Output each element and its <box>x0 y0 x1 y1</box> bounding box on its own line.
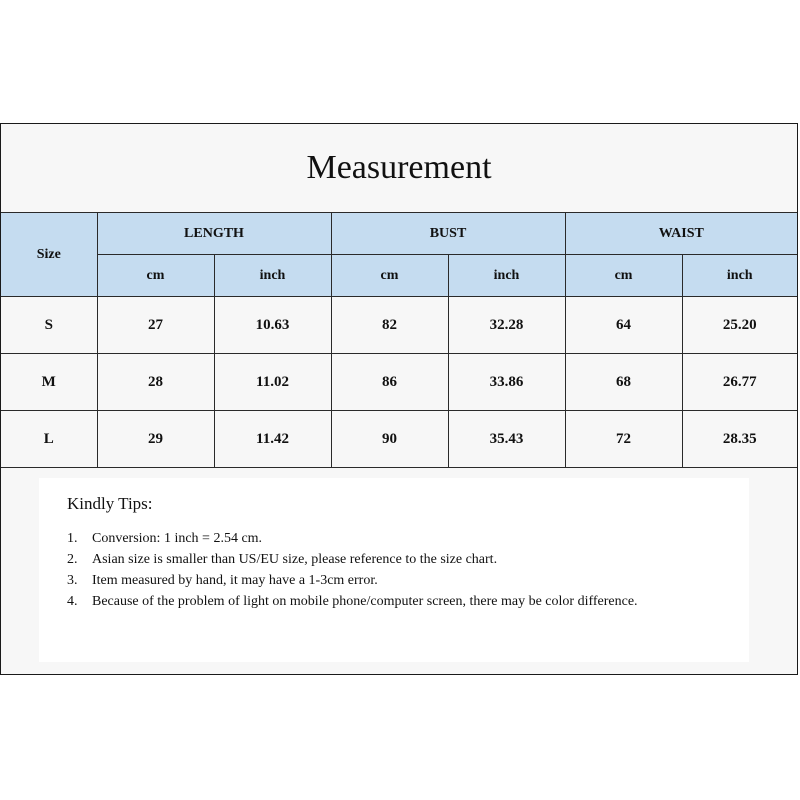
tips-list <box>67 528 707 612</box>
unit-header: cm <box>331 255 448 297</box>
group-header-length: LENGTH <box>97 213 331 255</box>
tips-title: Kindly Tips: <box>67 494 153 513</box>
tip-text: Conversion: 1 inch = 2.54 cm. <box>92 531 263 546</box>
table-header-row <box>1 213 797 255</box>
table-cell: 27 <box>97 297 214 354</box>
table-cell: 32.28 <box>448 297 565 354</box>
table-cell: 26.77 <box>682 354 797 411</box>
table-cell: 28.35 <box>682 411 797 468</box>
unit-header: inch <box>448 255 565 297</box>
group-header-bust: BUST <box>331 213 565 255</box>
table-cell: 29 <box>97 411 214 468</box>
table-cell: 68 <box>565 354 682 411</box>
tip-number: 2. <box>67 552 78 567</box>
table-cell: 25.20 <box>682 297 797 354</box>
table-cell: 10.63 <box>214 297 331 354</box>
table-cell: 11.02 <box>214 354 331 411</box>
tip-text: Because of the problem of light on mobile phone/computer screen, there may be color difference. <box>92 594 638 609</box>
size-label: M <box>1 354 97 411</box>
tip-number: 1. <box>67 531 78 546</box>
unit-header: cm <box>97 255 214 297</box>
size-header: Size <box>1 213 97 297</box>
table-row <box>1 297 797 354</box>
chart-title: Measurement <box>1 124 797 212</box>
table-cell: 35.43 <box>448 411 565 468</box>
size-label: S <box>1 297 97 354</box>
tips-panel <box>39 478 749 662</box>
unit-header: cm <box>565 255 682 297</box>
size-chart-frame <box>0 123 798 675</box>
table-cell: 11.42 <box>214 411 331 468</box>
tip-number: 3. <box>67 573 78 588</box>
tip-number: 4. <box>67 594 78 609</box>
tip-item <box>67 549 707 570</box>
table-unit-row <box>1 255 797 297</box>
unit-header: inch <box>214 255 331 297</box>
tip-item <box>67 591 707 612</box>
group-header-waist: WAIST <box>565 213 797 255</box>
table-cell: 72 <box>565 411 682 468</box>
unit-header: inch <box>682 255 797 297</box>
tip-text: Item measured by hand, it may have a 1-3cm error. <box>92 573 378 588</box>
table-cell: 33.86 <box>448 354 565 411</box>
table-cell: 86 <box>331 354 448 411</box>
tip-text: Asian size is smaller than US/EU size, please reference to the size chart. <box>92 552 498 567</box>
table-row <box>1 354 797 411</box>
table-cell: 90 <box>331 411 448 468</box>
table-cell: 64 <box>565 297 682 354</box>
size-label: L <box>1 411 97 468</box>
table-cell: 82 <box>331 297 448 354</box>
table-row <box>1 411 797 468</box>
size-table <box>1 212 797 468</box>
table-cell: 28 <box>97 354 214 411</box>
tip-item <box>67 570 707 591</box>
tip-item <box>67 528 707 549</box>
